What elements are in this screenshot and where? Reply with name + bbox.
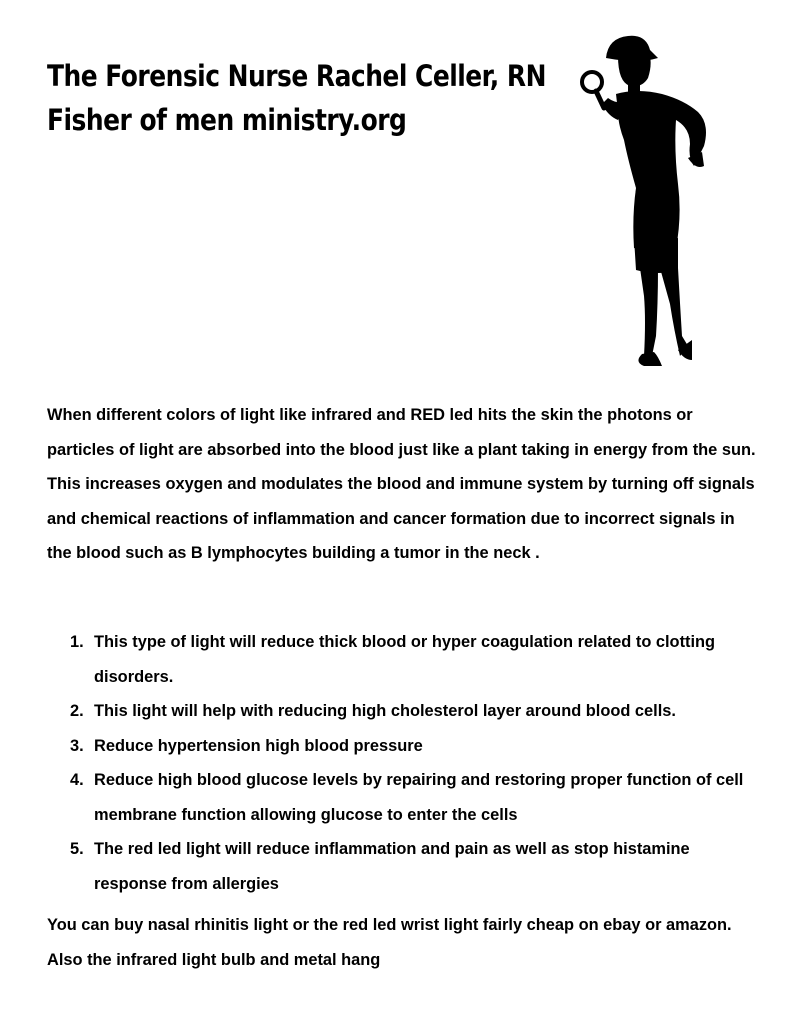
intro-paragraph: When different colors of light like infrared and RED led hits the skin the photons or particles of light are absorbed into the blood just like a plant taking in energy from the sun. This increases oxygen and modulates the blood and immune system by turning off signals and chemical reactions of inflammation and cancer formation due to incorrect signals in the blood such as B lymphocytes building a tumor in the neck .: [47, 406, 756, 562]
closing-paragraph: You can buy nasal rhinitis light or the red led wrist light fairly cheap on ebay or amazon. Also the infrared light bulb and metal hang: [47, 916, 732, 969]
title-line-website: Fisher of men ministry.org: [47, 103, 407, 137]
list-item-number: 1.: [70, 633, 84, 651]
benefits-list: [70, 625, 760, 901]
list-item-number: 3.: [70, 736, 84, 755]
list-item-text: This light will help with reducing high cholesterol layer around blood cells.: [94, 702, 676, 720]
list-item: [70, 694, 760, 729]
list-item-number: 2.: [70, 702, 84, 720]
page-title: [47, 54, 547, 142]
list-item-number: 4.: [70, 771, 84, 789]
list-item-number: 5.: [70, 840, 84, 858]
list-item: [70, 763, 760, 832]
list-item: [70, 625, 760, 694]
list-item-text: Reduce hypertension high blood pressure: [94, 736, 423, 755]
list-item-text: This type of light will reduce thick blood or hyper coagulation related to clotting disorders.: [94, 633, 716, 686]
list-item-text: The red led light will reduce inflammation and pain as well as stop histamine response from allergies: [94, 840, 690, 893]
list-item-text: Reduce high blood glucose levels by repairing and restoring proper function of cell membrane function allowing glucose to enter the cells: [94, 771, 744, 824]
list-item: [70, 729, 760, 764]
list-item: [70, 832, 760, 901]
title-line-author: The Forensic Nurse Rachel Celler, RN: [47, 59, 546, 93]
detective-silhouette-icon: [578, 20, 738, 372]
